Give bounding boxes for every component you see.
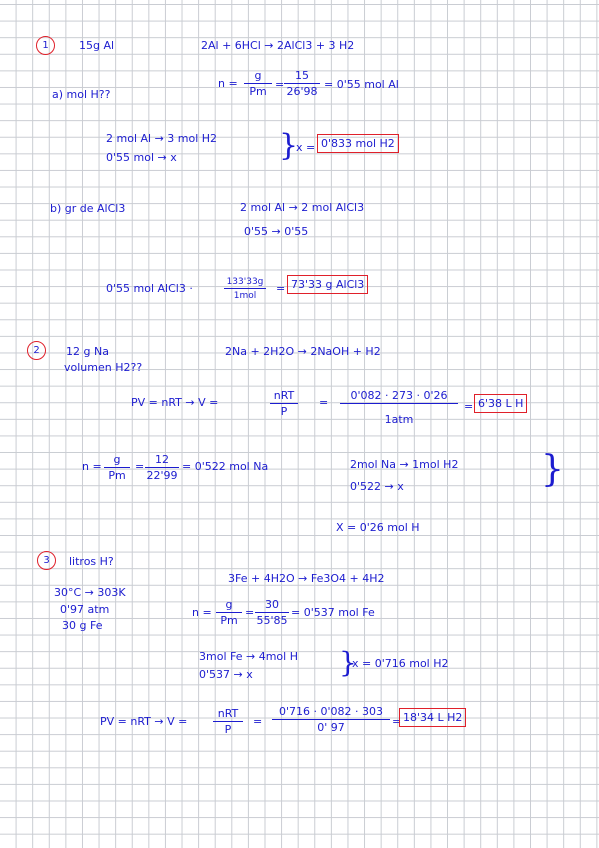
fraction-denominator: Pm <box>108 469 126 482</box>
part-a-ratio-row-1: 2 mol Al → 3 mol H2 <box>106 132 218 145</box>
problem-2-n-lhs: n = <box>82 460 102 473</box>
problem-1-number: 1 <box>36 36 55 55</box>
fraction-denominator: 0' 97 <box>317 721 345 734</box>
fraction-denominator: Pm <box>249 85 267 98</box>
problem-2-reaction: 2Na + 2H2O → 2NaOH + H2 <box>225 345 381 358</box>
part-b-equals: = <box>276 282 286 295</box>
problem-3-moles-result: = 0'537 mol Fe <box>291 606 375 619</box>
part-a-fraction-values <box>284 70 320 98</box>
problem-3-n-lhs: n = <box>192 606 212 619</box>
problem-3-reaction: 3Fe + 4H2O → Fe3O4 + 4H2 <box>228 572 385 585</box>
problem-3-equals-3: = <box>392 715 402 728</box>
problem-2-x-result: X = 0'26 mol H <box>336 521 420 534</box>
part-a-equals: = <box>275 78 285 91</box>
problem-3-equals: = <box>245 606 255 619</box>
problem-3-given-pressure: 0'97 atm <box>60 603 110 616</box>
problem-2-fraction-values <box>340 390 458 426</box>
fraction-numerator: 0'716 · 0'082 · 303 <box>272 706 390 720</box>
problem-3-fraction-values <box>255 599 289 627</box>
problem-3-fraction-values-2 <box>272 706 390 734</box>
problem-2-moles-result: = 0'522 mol Na <box>182 460 269 473</box>
fraction-numerator: 30 <box>255 599 289 613</box>
problem-2-number: 2 <box>27 341 46 360</box>
part-a-fraction-g-pm <box>244 70 272 98</box>
fraction-denominator: P <box>224 723 232 736</box>
fraction-denominator: P <box>280 405 288 418</box>
problem-3-given-temperature: 30°C → 303K <box>54 586 126 599</box>
fraction-denominator: 55'85 <box>256 614 288 627</box>
problem-2-gas-law-lhs: PV = nRT → V = <box>131 396 219 409</box>
problem-2-equals: = <box>319 396 329 409</box>
problem-3-equals-2: = <box>253 715 263 728</box>
problem-3-ratio-row-1: 3mol Fe → 4mol H <box>199 650 298 663</box>
problem-3-fraction-g-pm <box>216 599 242 627</box>
problem-2-ratio-row-2: 0'522 → x <box>350 480 404 493</box>
fraction-denominator: 22'99 <box>146 469 178 482</box>
part-b-calc: 0'55 mol AlCl3 · <box>106 282 193 295</box>
problem-2-fraction-g-pm <box>104 454 130 482</box>
problem-3-answer-box: 18'34 L H2 <box>399 708 466 727</box>
problem-3-fraction-nrt-p <box>213 708 243 736</box>
problem-2-brace: } <box>541 449 564 490</box>
part-b-ratio-row-2: 0'55 → 0'55 <box>244 225 309 238</box>
problem-3-gas-law-lhs: PV = nRT → V = <box>100 715 188 728</box>
part-b-label: b) gr de AlCl3 <box>50 202 126 215</box>
fraction-numerator: nRT <box>213 708 243 722</box>
fraction-numerator: 12 <box>145 454 179 468</box>
fraction-numerator: 133'33g <box>224 277 266 289</box>
part-a-x-equals: x = <box>296 141 316 154</box>
problem-2-fraction-nrt-p <box>270 390 298 418</box>
problem-1-given: 15g Al <box>79 39 115 52</box>
fraction-numerator: 0'082 · 273 · 0'26 <box>340 390 458 404</box>
problem-3-given-mass: 30 g Fe <box>62 619 103 632</box>
fraction-numerator: 15 <box>284 70 320 84</box>
problem-2-equals-3: = <box>135 460 145 473</box>
fraction-numerator: g <box>104 454 130 468</box>
problem-2-ratio-row-1: 2mol Na → 1mol H2 <box>350 458 459 471</box>
part-b-answer-box: 73'33 g AlCl3 <box>287 275 368 294</box>
fraction-denominator: 26'98 <box>286 85 318 98</box>
fraction-denominator: 1mol <box>233 291 257 301</box>
fraction-numerator: nRT <box>270 390 298 404</box>
part-b-ratio-row-1: 2 mol Al → 2 mol AlCl3 <box>240 201 365 214</box>
fraction-numerator: g <box>244 70 272 84</box>
problem-3-ratio-row-2: 0'537 → x <box>199 668 253 681</box>
problem-1-reaction: 2Al + 6HCl → 2AlCl3 + 3 H2 <box>201 39 355 52</box>
problem-3-brace: } <box>339 646 357 679</box>
problem-2-equals-2: = <box>464 400 474 413</box>
problem-3-x-result: x = 0'716 mol H2 <box>352 657 449 670</box>
part-a-moles-result: = 0'55 mol Al <box>324 78 399 91</box>
problem-2-question: volumen H2?? <box>64 361 143 374</box>
part-a-ratio-row-2: 0'55 mol → x <box>106 151 177 164</box>
fraction-denominator: Pm <box>220 614 238 627</box>
problem-2-fraction-values-2 <box>145 454 179 482</box>
fraction-numerator: g <box>216 599 242 613</box>
problem-3-number: 3 <box>37 551 56 570</box>
part-a-answer-box: 0'833 mol H2 <box>317 134 399 153</box>
problem-2-answer-box: 6'38 L H <box>474 394 527 413</box>
part-a-label: a) mol H?? <box>52 88 111 101</box>
problem-3-question: litros H? <box>69 555 114 568</box>
part-a-brace: } <box>279 128 299 163</box>
fraction-denominator: 1atm <box>384 413 414 426</box>
problem-2-given: 12 g Na <box>66 345 109 358</box>
part-a-n-lhs: n = <box>218 77 238 90</box>
part-b-fraction-molar-mass <box>224 277 266 301</box>
